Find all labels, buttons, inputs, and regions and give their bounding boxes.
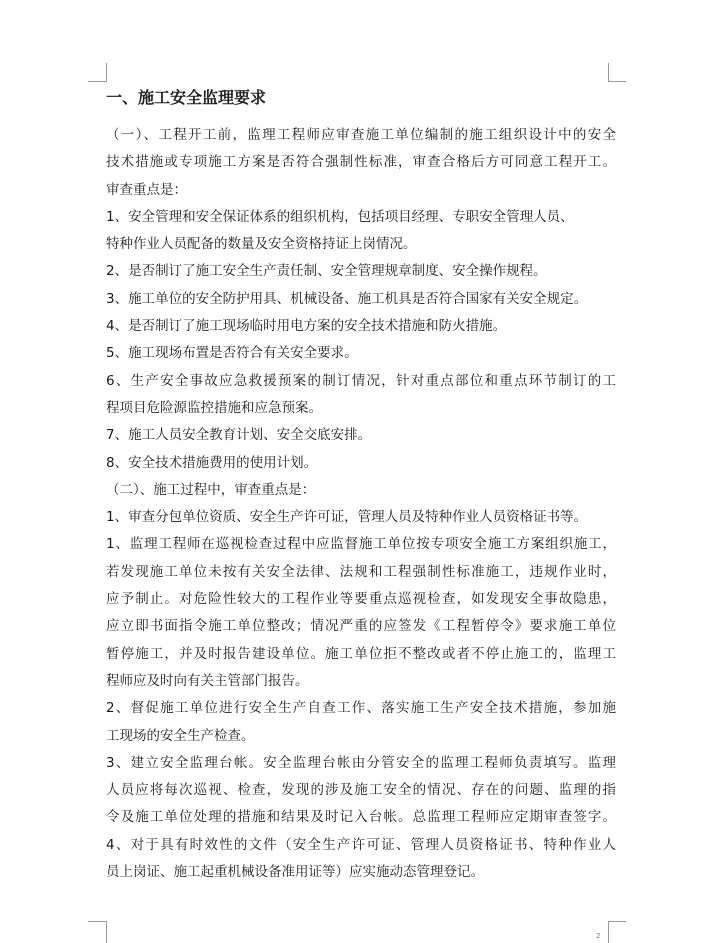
- text-line: 1、审查分包单位资质、安全生产许可证，管理人员及特种作业人员资格证书等。: [106, 509, 588, 526]
- text-line: 5、施工现场布置是否符合有关安全要求。: [106, 345, 358, 362]
- text-line: （二）、施工过程中，审查重点是：: [106, 481, 316, 498]
- text-line: 人员应将每次巡视、检查，发现的涉及施工安全的情况、存在的问题、监理的指: [106, 782, 616, 799]
- text-line: 4、是否制订了施工现场临时用电方案的安全技术措施和防火措施。: [106, 318, 507, 335]
- page-number: 2: [596, 932, 601, 940]
- section-heading: 一、施工安全监理要求: [106, 88, 267, 107]
- text-line: 特种作业人员配备的数量及安全资格持证上岗情况。: [106, 236, 417, 253]
- text-line: 2、是否制订了施工安全生产责任制、安全管理规章制度、安全操作规程。: [106, 263, 547, 280]
- text-line: 员上岗证、施工起重机械设备准用证等）应实施动态管理登记。: [106, 864, 484, 881]
- text-line: 3、建立安全监理台帐。安全监理台帐由分管安全的监理工程师负责填写。监理: [106, 754, 616, 771]
- text-line: 应予制止。对危险性较大的工程作业等要重点巡视检查，如发现安全事故隐患，: [106, 591, 616, 608]
- text-line: 若发现施工单位未按有关安全法律、法规和工程强制性标准施工，违规作业时，: [106, 563, 616, 580]
- text-line: 令及施工单位处理的措施和结果及时记入台帐。总监理工程师应定期审查签字。: [106, 809, 616, 826]
- text-line: 8、安全技术措施费用的使用计划。: [106, 454, 318, 471]
- text-line: 7、施工人员安全教育计划、安全交底安排。: [106, 427, 372, 444]
- text-line: 暂停施工，并及时报告建设单位。施工单位拒不整改或者不停止施工的，监理工: [106, 645, 616, 662]
- text-line: 2、督促施工单位进行安全生产自查工作、落实施工生产安全技术措施，参加施: [106, 700, 616, 717]
- text-line: 程师应及时向有关主管部门报告。: [106, 672, 309, 689]
- text-line: 程项目危险源监控措施和应急预案。: [106, 399, 322, 416]
- text-line: 4、对于具有时效性的文件（安全生产许可证、管理人员资格证书、特种作业人: [106, 836, 616, 853]
- text-line: 工现场的安全生产检查。: [106, 727, 255, 744]
- text-line: 6、生产安全事故应急救援预案的制订情况，针对重点部位和重点环节制订的工: [106, 372, 616, 389]
- text-line: 应立即书面指令施工单位整改；情况严重的应签发《工程暂停令》要求施工单位: [106, 618, 616, 635]
- text-line: 技术措施或专项施工方案是否符合强制性标准，审查合格后方可同意工程开工。: [106, 154, 616, 171]
- paragraph-lines: [106, 122, 616, 886]
- text-line: （一）、工程开工前，监理工程师应审查施工单位编制的施工组织设计中的安全: [106, 127, 616, 143]
- text-line: 1、安全管理和安全保证体系的组织机构，包括项目经理、专职安全管理人员、: [106, 208, 574, 225]
- text-line: 1、监理工程师在巡视检查过程中应监督施工单位按专项安全施工方案组织施工，: [106, 536, 616, 553]
- text-line: 审查重点是：: [106, 181, 187, 198]
- text-line: 3、施工单位的安全防护用具、机械设备、施工机具是否符合国家有关安全规定。: [106, 290, 588, 307]
- document-body: [106, 84, 616, 886]
